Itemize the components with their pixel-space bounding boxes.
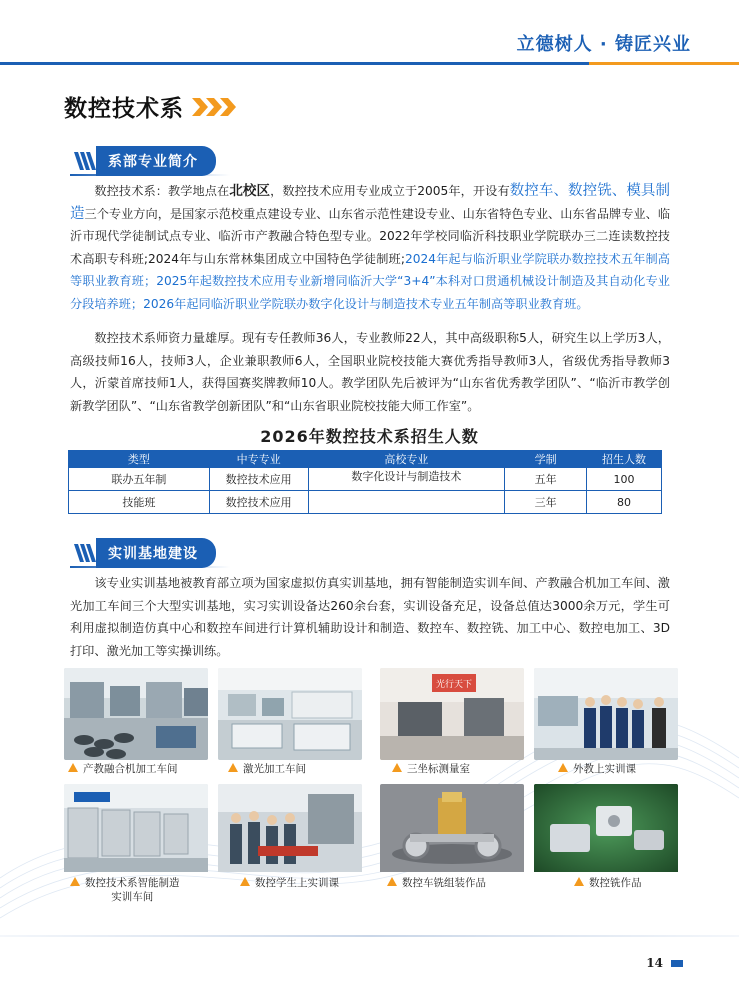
page-number	[646, 956, 683, 970]
enrollment-table	[68, 450, 662, 514]
caption-triangle-icon	[558, 763, 568, 772]
photo-caption	[387, 876, 486, 890]
photo-caption	[70, 876, 180, 904]
photo-machining-workshop	[64, 668, 208, 760]
table-cell: 数控技术应用	[209, 491, 308, 514]
photo-laser-workshop	[218, 668, 362, 760]
photo-cmm-room	[380, 668, 524, 760]
photo-banner-text: 光行天下	[435, 680, 473, 690]
table-header-cell: 中专专业	[209, 451, 308, 468]
section-title-intro: 系部专业简介	[96, 146, 216, 176]
intro-text-1: 数控技术系：教学地点在	[94, 184, 230, 198]
table-header-cell: 学制	[505, 451, 587, 468]
caption-text: 外教上实训课	[573, 763, 636, 775]
caption-triangle-icon	[574, 877, 584, 886]
table-cell: 数控技术应用	[209, 468, 308, 491]
table-header-cell: 类型	[69, 451, 210, 468]
caption-text: 数控车铣组装作品	[402, 877, 486, 889]
photo-caption	[240, 876, 339, 890]
table-header-cell: 高校专业	[308, 451, 505, 468]
header-rule-orange	[589, 62, 739, 65]
table-header-cell: 招生人数	[587, 451, 662, 468]
section-header-base	[70, 538, 216, 568]
table-cell: 80	[587, 491, 662, 514]
header-slogan: 立德树人 · 铸匠兴业	[516, 34, 691, 55]
caption-triangle-icon	[387, 877, 397, 886]
photo-caption	[574, 876, 642, 890]
page-number-bar	[669, 960, 683, 967]
section-stripes-icon	[70, 540, 96, 566]
table-cell: 五年	[505, 468, 587, 491]
section-underline	[70, 566, 230, 568]
intro-text-3: 三个专业方向，是国家示范校重点建设专业、山东省示范性建设专业、山东省特色专业、山东省品牌专业、临沂市现代学徒制试点专业、临沂市产教融合特色型专业。2022年学校同临沂科技职业学院联办三二连读数控技术高职专科班;2024年与山东常林集团成立中国特色学徒制班;	[70, 206, 671, 266]
base-paragraph: 该专业实训基地被教育部立项为国家虚拟仿真实训基地，拥有智能制造实训车间、产教融合机加工车间、激光加工车间三个大型实训基地，实习实训设备达260余台套，实训设备充足，设备总值达3000余万元，学生可利用虚拟制造仿真中心和数控车间进行计算机辅助设计和制造、数控车、数控铣、加工中心、数控电加工、3D打印、激光加工等实操训练。	[70, 576, 670, 658]
table-cell: 三年	[505, 491, 587, 514]
footer-rule	[0, 935, 739, 937]
page-title	[64, 90, 238, 123]
photo-caption	[228, 762, 306, 776]
intro-programs-highlight: 2024年起与临沂职业学院联办数控技术五年制高等职业教育班；2025年起数控技术应用专业新增同临沂大学“3+4”本科对口贯通机械设计制造及其自动化专业分段培养班；2026年起同临沂职业学院联办数字化设计与制造技术专业五年制高等职业教育班。	[70, 251, 670, 311]
table-cell: 数字化设计与制造技术	[308, 468, 505, 491]
intro-campus: 北校区	[229, 183, 271, 199]
section-stripes-icon	[70, 148, 96, 174]
table-cell: 100	[587, 468, 662, 491]
intro-paragraph-2: 数控技术系师资力量雄厚。现有专任教师36人，专业教师22人，其中高级职称5人，研究生以上学历3人，高级技师16人，技师3人，企业兼职教师6人，全国职业院校技能大赛优秀指导教师3人，省级优秀指导教师3人，沂蒙首席技师1人，获得国赛奖牌教师10人。教学团队先后被评为“山东省优秀教学团队”、“临沂市教学创新教学团队”、“山东省教学创新团队”和“山东省职业院校技能大师工作室”。	[70, 331, 670, 413]
table-cell: 联办五年制	[69, 468, 210, 491]
section-title-base: 实训基地建设	[96, 538, 216, 568]
photo-turn-mill-assembly-work	[380, 784, 524, 876]
caption-triangle-icon	[392, 763, 402, 772]
table-row	[69, 468, 662, 491]
photo-caption	[558, 762, 636, 776]
intro-majors-highlight: 数控车、数控铣、模具制造	[70, 183, 671, 222]
table-row	[69, 491, 662, 514]
chevrons-right-icon	[192, 96, 238, 118]
page-title-text: 数控技术系	[64, 96, 184, 122]
page-number-text: 14	[646, 956, 663, 970]
caption-line-2: 实训车间	[111, 891, 154, 903]
caption-text: 数控铣作品	[589, 877, 642, 889]
photo-milling-work	[534, 784, 678, 876]
photo-foreign-teacher-class	[534, 668, 678, 760]
photo-caption	[392, 762, 470, 776]
table-cell	[308, 491, 505, 514]
section-underline	[70, 174, 230, 176]
section-header-intro	[70, 146, 216, 176]
page-header	[0, 0, 739, 66]
caption-text: 数控学生上实训课	[255, 877, 339, 889]
intro-paragraph-1	[70, 180, 670, 315]
photo-students-class	[218, 784, 362, 876]
caption-text: 激光加工车间	[243, 763, 306, 775]
table-cell: 技能班	[69, 491, 210, 514]
caption-text: 三坐标测量室	[407, 763, 470, 775]
caption-text: 产教融合机加工车间	[83, 763, 178, 775]
table-header-row	[69, 451, 662, 468]
caption-line-1: 数控技术系智能制造	[85, 877, 180, 889]
caption-text	[85, 876, 180, 904]
photo-caption	[68, 762, 178, 776]
photo-smart-manufacturing-workshop	[64, 784, 208, 876]
enrollment-table-title: 2026年数控技术系招生人数	[260, 427, 479, 446]
caption-triangle-icon	[70, 877, 80, 886]
caption-triangle-icon	[240, 877, 250, 886]
caption-triangle-icon	[228, 763, 238, 772]
intro-text-2: ，数控技术应用专业成立于2005年，开设有	[270, 184, 510, 198]
caption-triangle-icon	[68, 763, 78, 772]
